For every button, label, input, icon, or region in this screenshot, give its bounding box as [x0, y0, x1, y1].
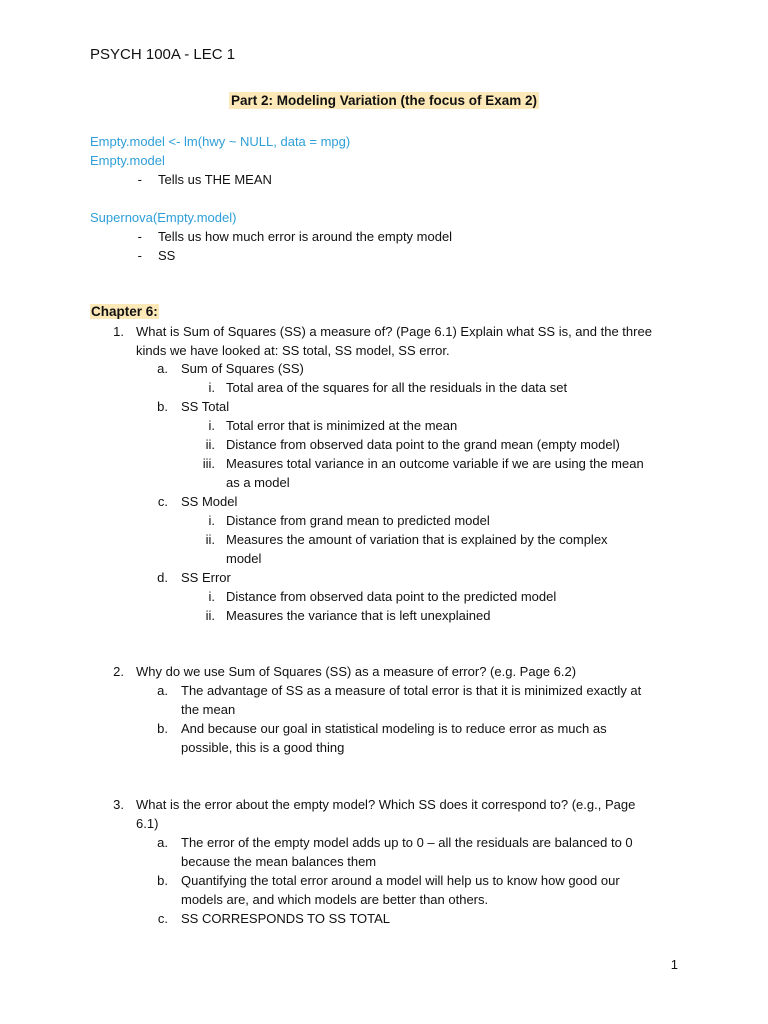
q1-text-line1: What is Sum of Squares (SS) a measure of? (Page 6.1) Explain what SS is, and the three [136, 324, 652, 339]
q3a-line2: because the mean balances them [181, 854, 377, 869]
q2a-marker: a. [157, 683, 168, 698]
q1b-marker: b. [157, 399, 168, 414]
page-number: 1 [670, 957, 678, 972]
q3a-marker: a. [157, 835, 168, 850]
q1d-label: SS Error [181, 570, 231, 585]
q3b-line2: models are, and which models are better than others. [181, 892, 489, 907]
bullet-error-around: Tells us how much error is around the empty model [158, 229, 453, 244]
code-empty-model: Empty.model [90, 153, 165, 168]
q1d-ii: Measures the variance that is left unexplained [226, 608, 491, 623]
q1b-i: Total error that is minimized at the mean [226, 418, 458, 433]
q2-number: 2. [113, 664, 124, 679]
q1b-label: SS Total [181, 399, 230, 414]
section-title: Part 2: Modeling Variation (the focus of Exam 2) [230, 93, 538, 108]
roman-i: i. [208, 513, 215, 528]
q3c-marker: c. [157, 911, 168, 926]
section-title-wrap [0, 92, 768, 110]
q1b-ii: Distance from observed data point to the grand mean (empty model) [226, 437, 620, 452]
code-supernova: Supernova(Empty.model) [90, 210, 237, 225]
q2b-marker: b. [157, 721, 168, 736]
q1c-marker: c. [157, 494, 168, 509]
q1-text-line2: kinds we have looked at: SS total, SS model, SS error. [136, 343, 450, 358]
q1c-label: SS Model [181, 494, 238, 509]
q3a-line1: The error of the empty model adds up to 0 – all the residuals are balanced to 0 [181, 835, 633, 850]
page-header: PSYCH 100A - LEC 1 [90, 46, 236, 63]
code-empty-model-assign: Empty.model <- lm(hwy ~ NULL, data = mpg) [90, 134, 351, 149]
chapter-heading: Chapter 6: [91, 304, 158, 319]
q3b-marker: b. [157, 873, 168, 888]
dash-marker: - [137, 172, 142, 187]
q1-number: 1. [113, 324, 124, 339]
q1c-ii-line1: Measures the amount of variation that is explained by the complex [226, 532, 608, 547]
q2b-line1: And because our goal in statistical modeling is to reduce error as much as [181, 721, 607, 736]
q3-text-line1: What is the error about the empty model? Which SS does it correspond to? (e.g., Page [136, 797, 636, 812]
q1b-iii-line1: Measures total variance in an outcome variable if we are using the mean [226, 456, 644, 471]
chapter-heading-wrap [90, 302, 159, 321]
q3c-text: SS CORRESPONDS TO SS TOTAL [181, 911, 391, 926]
roman-ii: ii. [205, 437, 215, 452]
q1d-i: Distance from observed data point to the predicted model [226, 589, 557, 604]
q3-number: 3. [113, 797, 124, 812]
bullet-ss: SS [158, 248, 176, 263]
q2b-line2: possible, this is a good thing [181, 740, 345, 755]
roman-iii: iii. [202, 456, 215, 471]
q1c-i: Distance from grand mean to predicted model [226, 513, 490, 528]
q3b-line1: Quantifying the total error around a model will help us to know how good our [181, 873, 620, 888]
dash-marker: - [137, 229, 142, 244]
q1d-marker: d. [157, 570, 168, 585]
q1a-i: Total area of the squares for all the residuals in the data set [226, 380, 568, 395]
dash-marker: - [137, 248, 142, 263]
q1a-marker: a. [157, 361, 168, 376]
roman-i: i. [208, 418, 215, 433]
q1c-ii-line2: model [226, 551, 262, 566]
roman-ii: ii. [205, 532, 215, 547]
roman-ii: ii. [205, 608, 215, 623]
q2a-line2: the mean [181, 702, 236, 717]
q1a-label: Sum of Squares (SS) [181, 361, 304, 376]
q1b-iii-line2: as a model [226, 475, 290, 490]
bullet-mean: Tells us THE MEAN [158, 172, 272, 187]
roman-i: i. [208, 589, 215, 604]
q3-text-line2: 6.1) [136, 816, 159, 831]
q2-text: Why do we use Sum of Squares (SS) as a measure of error? (e.g. Page 6.2) [136, 664, 577, 679]
roman-i: i. [208, 380, 215, 395]
q2a-line1: The advantage of SS as a measure of total error is that it is minimized exactly at [181, 683, 642, 698]
